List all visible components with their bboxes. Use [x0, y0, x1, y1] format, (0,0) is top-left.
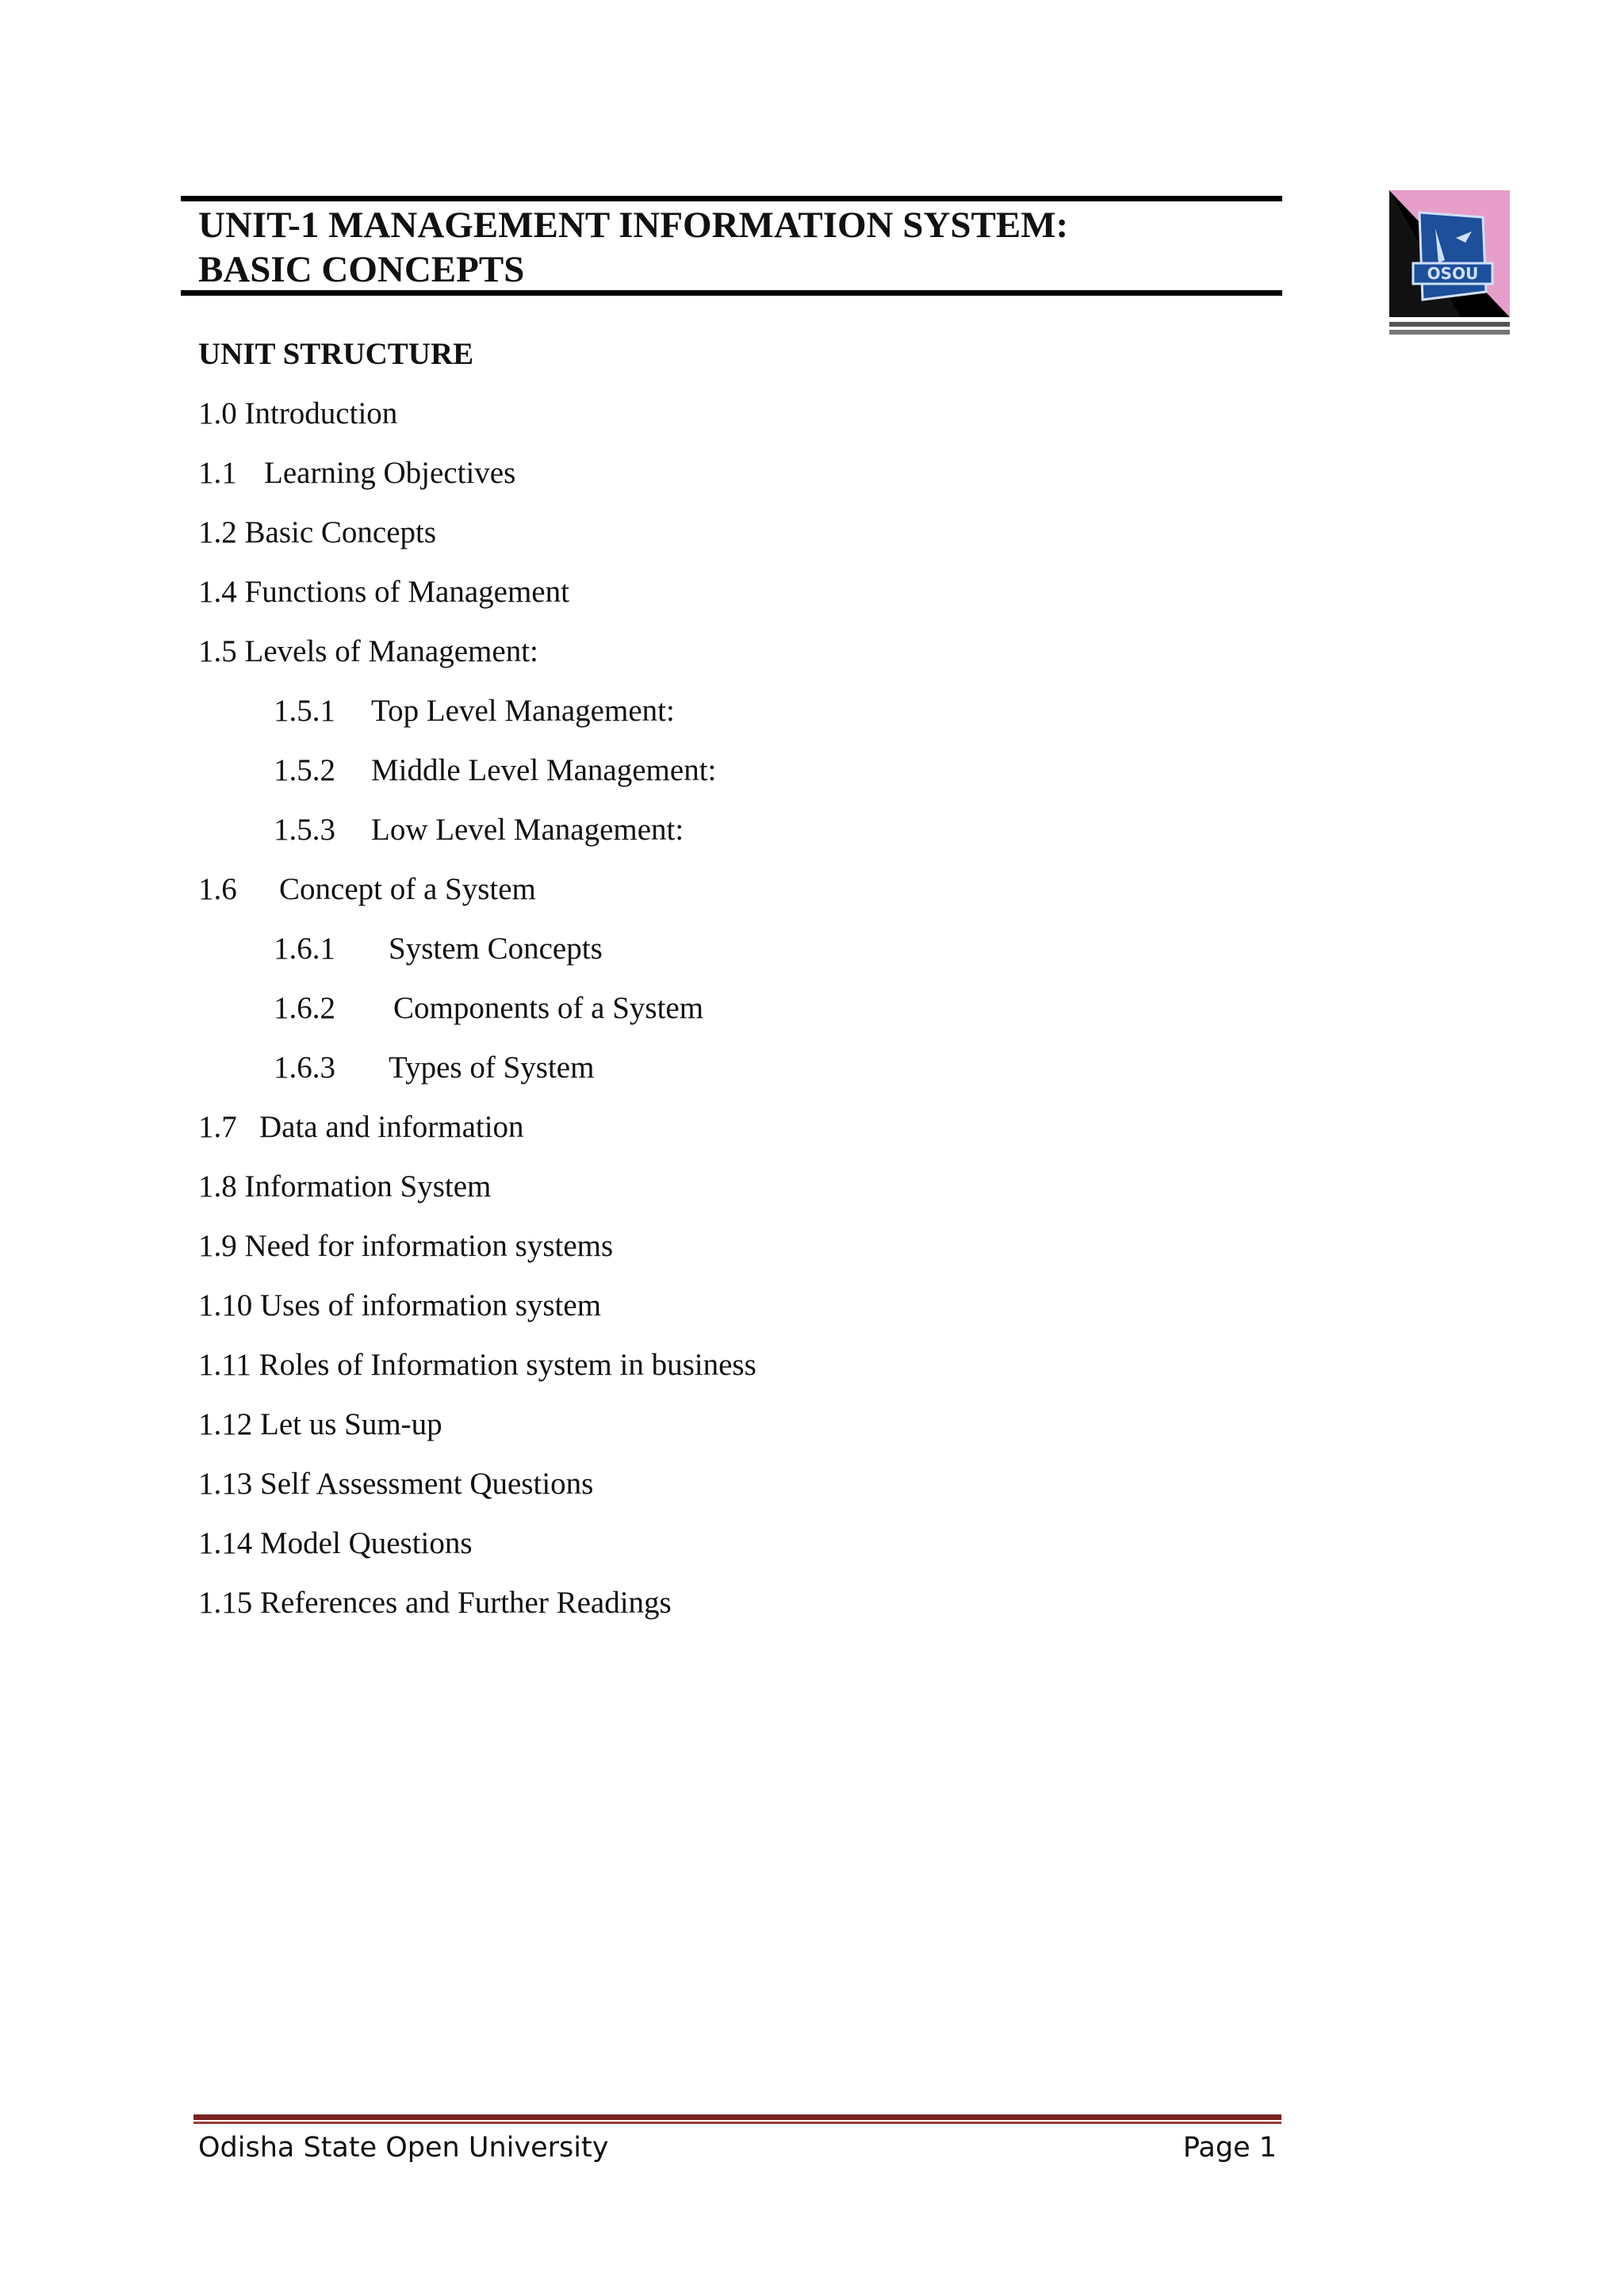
- toc-item-label: Components of a System: [393, 991, 704, 1025]
- toc-item-1-8: [198, 1166, 491, 1207]
- toc-item-number: 1.6: [198, 872, 237, 906]
- toc-item-1-5-2: [274, 750, 716, 791]
- toc-item-number: 1.1: [198, 456, 237, 490]
- footer-rule: [193, 2114, 1281, 2120]
- toc-item-label: Self Assessment Questions: [260, 1467, 594, 1501]
- toc-item-1-2: [198, 512, 436, 553]
- toc-item-1-5-3: [274, 809, 684, 851]
- page-number: Page 1: [1182, 2132, 1277, 2164]
- toc-item-number: 1.10: [198, 1288, 253, 1322]
- toc-item-label: Middle Level Management:: [371, 753, 717, 787]
- osou-logo-icon: [1389, 190, 1510, 338]
- toc-item-1-14: [198, 1523, 473, 1564]
- toc-item-label: System Concepts: [389, 932, 603, 966]
- footer-rule-thin: [193, 2122, 1281, 2124]
- toc-item-1-5-1: [274, 691, 675, 732]
- toc-item-label: Top Level Management:: [371, 694, 675, 728]
- toc-item-label: Levels of Management:: [244, 634, 538, 668]
- toc-item-label: Concept of a System: [279, 872, 536, 906]
- toc-item-1-13: [198, 1464, 593, 1505]
- toc-item-label: Model Questions: [260, 1526, 473, 1560]
- toc-item-number: 1.4: [198, 575, 237, 609]
- toc-item-number: 1.5.3: [274, 813, 335, 847]
- toc-item-number: 1.5.2: [274, 753, 335, 787]
- toc-item-number: 1.6.2: [274, 991, 335, 1025]
- toc-item-label: Introduction: [244, 396, 398, 430]
- toc-item-label: Functions of Management: [244, 575, 569, 609]
- toc-item-number: 1.12: [198, 1407, 253, 1441]
- toc-item-number: 1.13: [198, 1467, 253, 1501]
- toc-item-1-5: [198, 631, 538, 672]
- toc-item-number: 1.2: [198, 515, 237, 549]
- logo-text: OSOU: [1427, 264, 1479, 283]
- toc-item-1-7: [198, 1107, 524, 1148]
- toc-item-number: 1.7: [198, 1110, 237, 1144]
- toc-item-label: Types of System: [389, 1050, 595, 1085]
- unit-title-line-2: BASIC CONCEPTS: [198, 249, 525, 290]
- toc-item-number: 1.5: [198, 634, 237, 668]
- toc-item-label: Data and information: [259, 1110, 524, 1144]
- toc-item-label: Learning Objectives: [264, 456, 516, 490]
- toc-item-1-6-3: [274, 1047, 594, 1089]
- toc-item-label: Information System: [244, 1169, 492, 1203]
- toc-item-number: 1.6.1: [274, 932, 335, 966]
- toc-item-label: Uses of information system: [260, 1288, 602, 1322]
- toc-item-1-1: [198, 453, 515, 494]
- toc-item-1-9: [198, 1226, 613, 1267]
- toc-item-label: Basic Concepts: [244, 515, 437, 549]
- toc-item-1-15: [198, 1582, 672, 1624]
- toc-item-1-6: [198, 869, 536, 910]
- unit-structure-heading: UNIT STRUCTURE: [198, 337, 474, 371]
- toc-item-1-12: [198, 1404, 442, 1445]
- toc-item-label: References and Further Readings: [260, 1586, 672, 1620]
- toc-item-1-0: [198, 393, 397, 434]
- unit-title-line-1: UNIT-1 MANAGEMENT INFORMATION SYSTEM:: [198, 205, 1069, 246]
- toc-item-label: Need for information systems: [244, 1229, 614, 1263]
- toc-item-label: Roles of Information system in business: [259, 1348, 756, 1382]
- toc-item-1-11: [198, 1345, 756, 1386]
- title-rule-bottom: [181, 290, 1282, 296]
- toc-item-number: 1.14: [198, 1526, 253, 1560]
- toc-item-number: 1.6.3: [274, 1050, 335, 1085]
- toc-item-1-10: [198, 1285, 601, 1326]
- toc-item-1-6-1: [274, 928, 603, 970]
- toc-item-number: 1.0: [198, 396, 237, 430]
- footer-institution: Odisha State Open University: [198, 2132, 609, 2164]
- toc-item-number: 1.8: [198, 1169, 237, 1203]
- toc-item-1-4: [198, 572, 569, 613]
- toc-item-label: Low Level Management:: [371, 813, 684, 847]
- toc-item-1-6-2: [274, 988, 703, 1029]
- toc-item-number: 1.5.1: [274, 694, 335, 728]
- toc-item-number: 1.11: [198, 1348, 251, 1382]
- title-rule-top: [181, 196, 1282, 201]
- unit-title: [198, 203, 1261, 292]
- toc-item-number: 1.9: [198, 1229, 237, 1263]
- toc-item-number: 1.15: [198, 1586, 253, 1620]
- toc-item-label: Let us Sum-up: [260, 1407, 442, 1441]
